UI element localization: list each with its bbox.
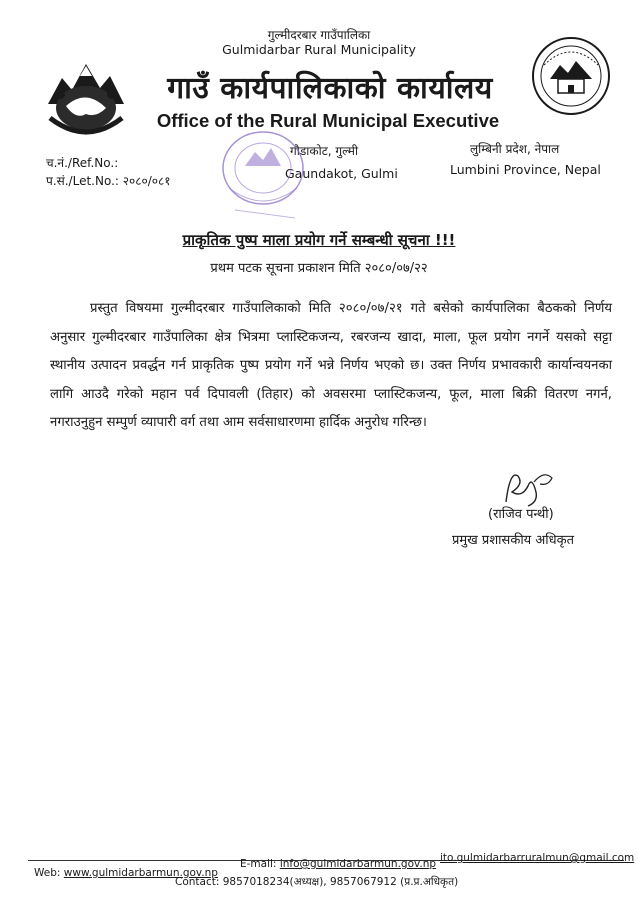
footer-email (240, 858, 436, 870)
province-en: Lumbini Province, Nepal (450, 162, 601, 177)
address-np: गौडाकोट, गुल्मी (290, 144, 359, 158)
web-label: Web: (34, 867, 61, 879)
ref-number-label: च.नं./Ref.No.: (46, 156, 119, 170)
website-link[interactable]: www.gulmidarbarmun.gov.np (63, 867, 218, 879)
office-title-np: गाउँ कार्यपालिकाको कार्यालय (167, 71, 493, 106)
publication-date: प्रथम पटक सूचना प्रकाशन मिति २०८०/०७/२२ (210, 261, 428, 276)
email-link-info[interactable]: info@gulmidarbarmun.gov.np (279, 858, 437, 870)
official-stamp-icon (215, 118, 311, 228)
notice-subject: प्राकृतिक पुष्प माला प्रयोग गर्ने सम्बन्धी सूचना !!! (182, 231, 456, 249)
notice-body: प्रस्तुत विषयमा गुल्मीदरबार गाउँपालिकाको मिति २०८०/०७/२१ गते बसेको कार्यपालिका बैठकको निर्णय अनुसार गुल्मीदरबार गाउँपालिका क्षेत्र भित्रमा प्लास्टिकजन्य, रबरजन्य खादा, माला, फूल प्रयोग नगर्ने यसको सट्टा स्थानीय उत्पादन प्रवर्द्धन गर्न प्राकृतिक पुष्प प्रयोग गर्ने भन्ने निर्णय भएको छ। उक्त निर्णय प्रभावकारी कार्यान्वयनका लागि आउदै गरेको महान पर्व दिपावली (तिहार) को अवसरमा प्लास्टिकजन्य, फूल, माला बिक्री वितरण नगर्न, नगराउनुहुन सम्पुर्ण व्यापारी वर्ग तथा आम सर्वसाधारणमा हार्दिक अनुरोध गरिन्छ। (50, 301, 612, 430)
office-title-en: Office of the Rural Municipal Executive (156, 110, 500, 131)
signer-name: (राजिव पन्थी) (488, 507, 554, 522)
footer-contact: Contact: 9857018234(अध्यक्ष), 9857067912 (प्र.प्र.अधिकृत) (175, 876, 459, 888)
nepal-emblem-icon (40, 58, 132, 142)
province-np: लुम्बिनी प्रदेश, नेपाल (470, 142, 560, 156)
municipality-name-np: गुल्मीदरबार गाउँपालिका (267, 28, 371, 42)
address-en: Gaundakot, Gulmi (285, 166, 398, 181)
letter-number-label: प.सं./Let.No.: २०८०/०८१ (46, 174, 171, 188)
municipality-name-en: Gulmidarbar Rural Municipality (222, 42, 416, 57)
municipality-logo-icon (530, 35, 612, 117)
email-label: E-mail: (240, 858, 277, 870)
email-link-ito[interactable]: ito.gulmidarbarruralmun@gmail.com (440, 852, 635, 864)
signer-designation: प्रमुख प्रशासकीय अधिकृत (452, 533, 575, 548)
